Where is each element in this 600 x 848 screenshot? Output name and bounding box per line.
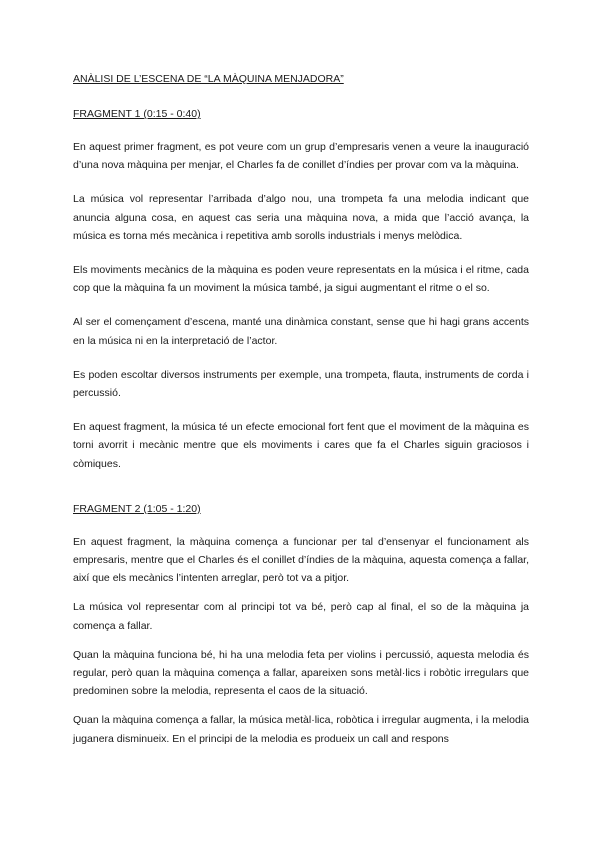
fragment-1-heading: FRAGMENT 1 (0:15 - 0:40)	[73, 108, 201, 120]
fragment-1-paragraph: Els moviments mecànics de la màquina es poden veure representats en la música i el ritme, cada cop que la màquina fa un moviment la música també, ja sigui augmentant el ritme o el so.	[73, 264, 529, 295]
fragment-2-heading: FRAGMENT 2 (1:05 - 1:20)	[73, 502, 201, 515]
document-body	[73, 71, 529, 759]
fragment-1-paragraph: Al ser el començament d’escena, manté una dinàmica constant, sense que hi hagi grans accents en la música ni en la interpretació de l’actor.	[73, 316, 529, 347]
section-spacer	[73, 489, 529, 501]
fragment-2-paragraph: Quan la màquina comença a fallar, la música metàl·lica, robòtica i irregular augmenta, i la melodia juganera disminueix. En el principi de la melodia es produeix un call and respons	[73, 714, 529, 745]
fragment-1-paragraph: La música vol representar l’arribada d’algo nou, una trompeta fa una melodia indicant que anuncia alguna cosa, en aquest cas seria una màquina nova, a mida que l’acció avança, la música es torna més mecànica i repetitiva amb sorolls industrials i menys melòdica.	[73, 193, 529, 242]
fragment-2-paragraph: En aquest fragment, la màquina comença a funcionar per tal d’ensenyar el funcionament als empresaris, mentre que el Charles és el conillet d’índies de la màquina, aquesta comença a fallar, així que els mecànics l’intenten arreglar, però tot va a pitjor.	[73, 535, 529, 585]
fragment-2-paragraph: Quan la màquina funciona bé, hi ha una melodia feta per violins i percussió, aquesta melodia és regular, però quan la màquina comença a fallar, apareixen sons metàl·lics i robòtic irregulars que predominen sobre la melodia, representa el caos de la situació.	[73, 648, 529, 698]
fragment-1-paragraph: En aquest fragment, la música té un efecte emocional fort fent que el moviment de la màquina es torni avorrit i mecànic mentre que els moviments i cares que fa el Charles siguin graciosos i còmiques.	[73, 421, 529, 470]
document-title: ANÀLISI DE L’ESCENA DE “LA MÀQUINA MENJADORA”	[73, 73, 344, 85]
fragment-1-paragraph: En aquest primer fragment, es pot veure com un grup d’empresaris venen a veure la inauguració d’una nova màquina per menjar, el Charles fa de conillet d’índies per provar com va la màquina.	[73, 141, 529, 172]
fragment-2-paragraph: La música vol representar com al principi tot va bé, però cap al final, el so de la màquina ja comença a fallar.	[73, 601, 529, 632]
fragment-1-paragraph: Es poden escoltar diversos instruments per exemple, una trompeta, flauta, instruments de corda i percussió.	[73, 368, 529, 400]
